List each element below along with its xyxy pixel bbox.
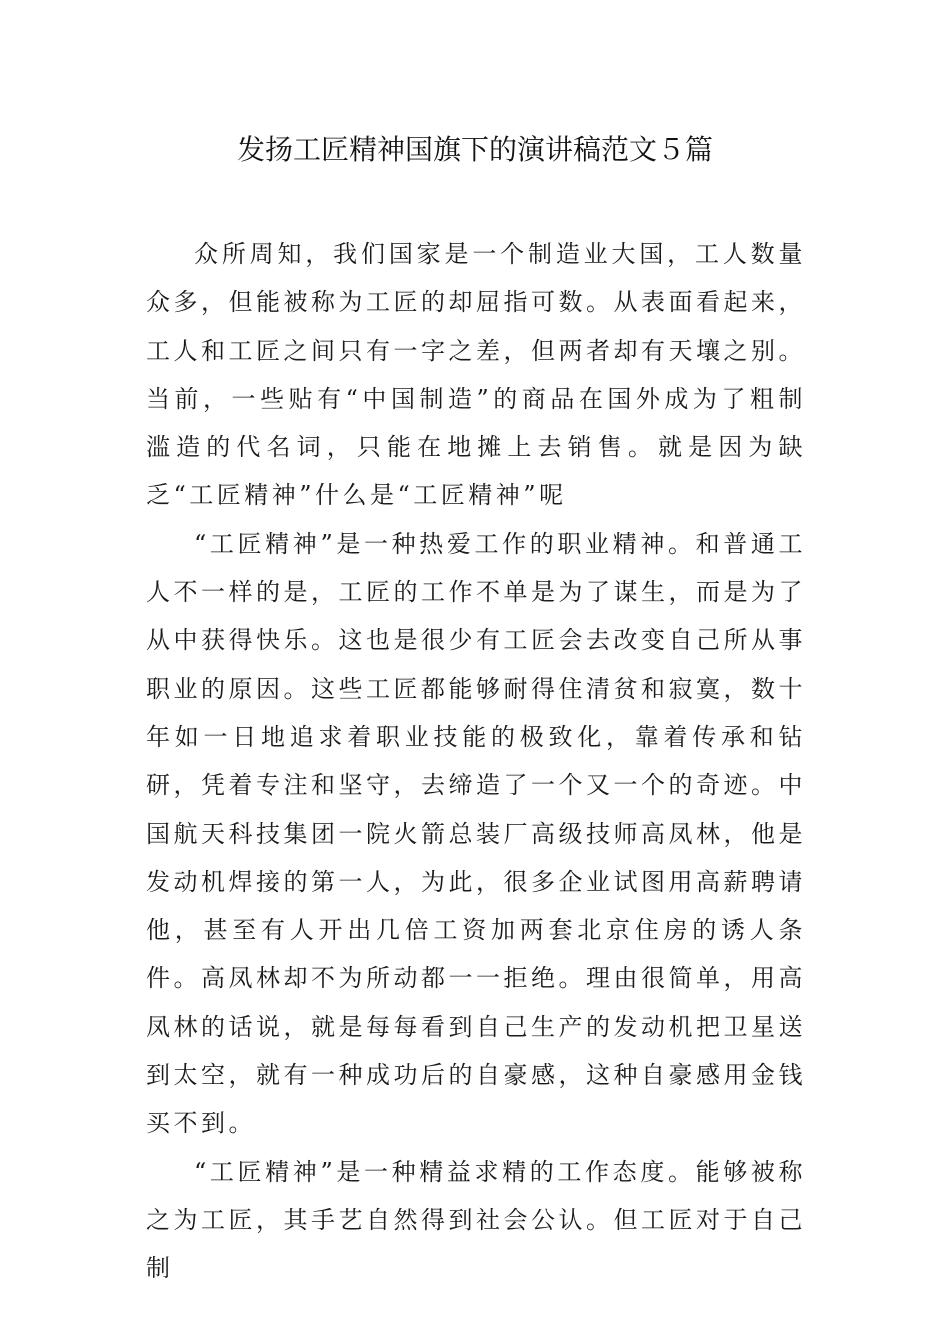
document-body — [146, 230, 806, 1293]
paragraph-2: “工匠精神”是一种热爱工作的职业精神。和普通工人不一样的是，工匠的工作不单是为了谋生，而是为了从中获得快乐。这也是很少有工匠会去改变自己所从事职业的原因。这些工匠都能够耐得住清贫和寂寞，数十年如一日地追求着职业技能的极致化，靠着传承和钻研，凭着专注和坚守，去缔造了一个又一个的奇迹。中国航天科技集团一院火箭总装厂高级技师高凤林，他是发动机焊接的第一人，为此，很多企业试图用高薪聘请他，甚至有人开出几倍工资加两套北京住房的诱人条件。高凤林却不为所动都一一拒绝。理由很简单，用高凤林的话说，就是每每看到自己生产的发动机把卫星送到太空，就有一种成功后的自豪感，这种自豪感用金钱买不到。 — [146, 529, 806, 1138]
paragraph-1: 众所周知，我们国家是一个制造业大国，工人数量众多，但能被称为工匠的却屈指可数。从表面看起来，工人和工匠之间只有一字之差，但两者却有天壤之别。当前，一些贴有“中国制造”的商品在国外成为了粗制滥造的代名词，只能在地摊上去销售。就是因为缺乏“工匠精神”什么是“工匠精神”呢 — [146, 240, 806, 510]
document-title: 发扬工匠精神国旗下的演讲稿范文５篇 — [236, 133, 713, 166]
paragraph-3: “工匠精神”是一种精益求精的工作态度。能够被称之为工匠，其手艺自然得到社会公认。但工匠对于自己制 — [146, 1157, 806, 1283]
